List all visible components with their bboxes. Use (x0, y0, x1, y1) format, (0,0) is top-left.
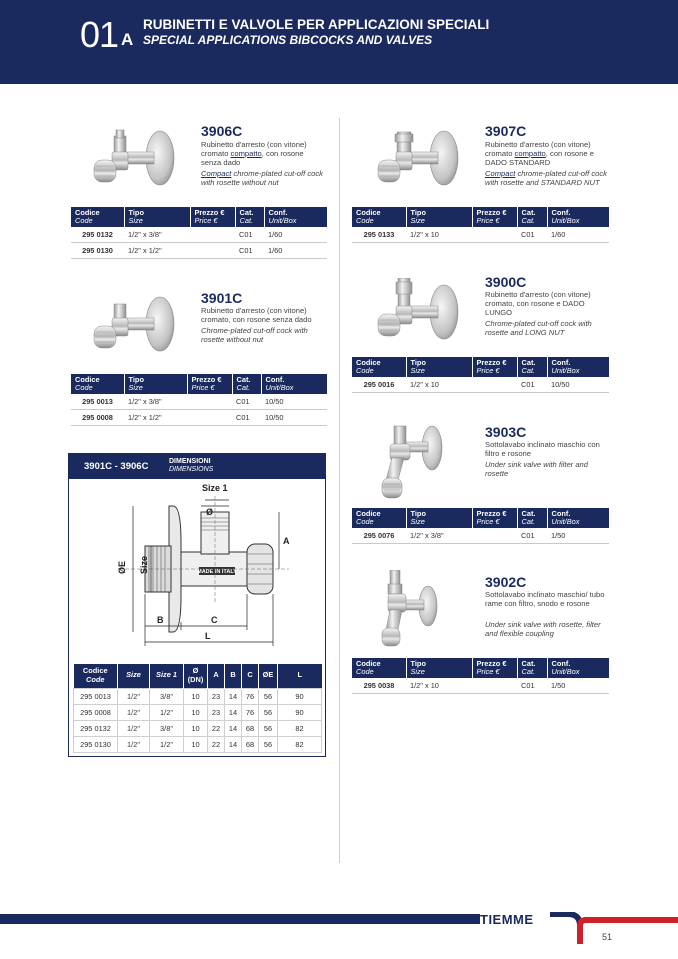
product-desc-it-3907c (485, 140, 609, 167)
col-code: Codice Code (71, 374, 124, 394)
dimensions-title: 3901C - 3906C (84, 461, 149, 472)
desc-text: , con rosone senza dado (201, 149, 304, 167)
col-conf: Conf. Unit/Box (547, 508, 609, 528)
dimensions-box (68, 453, 326, 757)
product-code-3901c: 3901C (201, 290, 243, 306)
product-desc-en-3907c (485, 169, 609, 187)
product-desc-en-3900c: Chrome-plated cut-off cock with rosette and LONG NUT (485, 319, 592, 337)
col-price: Prezzo € Price € (472, 207, 517, 227)
valve-3907c-image (370, 128, 466, 198)
col-conf: Conf. Unit/Box (264, 207, 327, 227)
col-cat: Cat. Cat. (517, 207, 547, 227)
product-code-3906c: 3906C (201, 123, 243, 139)
col-code: Codice Code (74, 664, 118, 688)
label-l: L (205, 631, 211, 641)
desc-highlight: Compact (201, 169, 232, 178)
col-cat: Cat. Cat. (235, 207, 264, 227)
col-e: ØE (259, 664, 278, 688)
col-code: Codice Code (352, 658, 406, 678)
dimensions-table (73, 664, 322, 753)
dimensions-sub-en: DIMENSIONS (169, 466, 214, 473)
valve-3901c-image (86, 294, 182, 364)
col-conf: Conf. Unit/Box (547, 658, 609, 678)
label-c: C (211, 615, 218, 625)
col-conf: Conf. Unit/Box (547, 207, 609, 227)
valve-3900c-image (370, 278, 466, 348)
col-code: Codice Code (352, 357, 406, 377)
col-size: Size (118, 664, 150, 688)
col-size: Tipo Size (406, 658, 472, 678)
product-code-3903c: 3903C (485, 424, 527, 440)
desc-text: Rubinetto d'arresto (con vitone) cromato (485, 140, 591, 158)
product-code-3907c: 3907C (485, 123, 527, 139)
col-size1: Size 1 (150, 664, 184, 688)
col-size: Tipo Size (406, 357, 472, 377)
table-row: 295 0013 1/2" x 3/8" C01 10/50 (71, 394, 327, 410)
col-size: Tipo Size (406, 207, 472, 227)
product-desc-en-3901c: Chrome-plated cut-off cock with rosette without nut (201, 326, 308, 344)
dimensions-header (69, 454, 325, 479)
label-size: Size (139, 555, 149, 574)
col-dn: Ø (DN) (184, 664, 208, 688)
col-cat: Cat. Cat. (517, 508, 547, 528)
valve-3906c-image (86, 128, 182, 198)
desc-text: chrome-plated cut-off cock with rosette and STANDARD NUT (485, 169, 607, 187)
product-desc-it-3900c: Rubinetto d'arresto (con vitone) cromato, con rosone e DADO LUNGO (485, 290, 591, 317)
col-code: Codice Code (71, 207, 124, 227)
col-price: Prezzo € Price € (472, 508, 517, 528)
product-desc-it-3902c: Sottolavabo inclinato maschio/ tubo rame con filtro, snodo e rosone (485, 590, 605, 608)
col-code: Codice Code (352, 508, 406, 528)
label-a: A (283, 536, 290, 546)
col-size: Tipo Size (124, 374, 187, 394)
section-title-en: SPECIAL APPLICATIONS BIBCOCKS AND VALVES (143, 33, 433, 47)
dimensions-sub-it: DIMENSIONI (169, 458, 211, 465)
col-l: L (278, 664, 322, 688)
table-row: 295 0130 1/2" x 1/2" C01 1/60 (71, 243, 327, 259)
col-price: Prezzo € Price € (472, 357, 517, 377)
desc-highlight: compatto (514, 149, 546, 158)
dimensions-drawing (89, 482, 309, 652)
price-table-3907c (352, 207, 609, 243)
section-title-it: RUBINETTI E VALVOLE PER APPLICAZIONI SPECIALI (143, 17, 490, 32)
col-cat: Cat. Cat. (517, 658, 547, 678)
label-size1: Size 1 (202, 483, 228, 493)
col-cat: Cat. Cat. (232, 374, 261, 394)
table-row: 295 0132 1/2" x 3/8" C01 1/60 (71, 227, 327, 243)
price-table-3903c (352, 508, 609, 544)
page-number: 51 (602, 932, 613, 942)
table-row: 295 0016 1/2" x 10 C01 10/50 (352, 377, 609, 393)
product-desc-en-3903c: Under sink valve with filter and rosette (485, 460, 588, 478)
footer-bar (0, 914, 480, 924)
col-size: Tipo Size (124, 207, 190, 227)
table-row: 295 0132 1/2" 3/8" 10 22 14 68 56 82 (74, 720, 322, 736)
desc-text: chrome-plated cut-off cock with rosette without nut (201, 169, 323, 187)
price-table-3906c (71, 207, 327, 259)
col-a: A (208, 664, 225, 688)
section-suffix: A (121, 30, 134, 49)
product-desc-en-3902c: Under sink valve with rosette, filter and flexible coupling (485, 620, 601, 638)
col-conf: Conf. Unit/Box (547, 357, 609, 377)
price-table-3902c (352, 658, 609, 694)
col-price: Prezzo € Price € (187, 374, 232, 394)
label-b: B (157, 615, 164, 625)
col-b: B (225, 664, 242, 688)
product-desc-en-3906c (201, 169, 323, 187)
product-code-3900c: 3900C (485, 274, 527, 290)
price-table-3900c (352, 357, 609, 393)
valve-3903c-image (374, 424, 450, 504)
brand-logo: TIEMME (480, 912, 534, 927)
table-row: 295 0013 1/2" 3/8" 10 23 14 76 56 90 (74, 688, 322, 704)
table-row: 295 0008 1/2" x 1/2" C01 10/50 (71, 410, 327, 426)
desc-highlight: compatto (230, 149, 262, 158)
table-row: 295 0130 1/2" 1/2" 10 22 14 68 56 82 (74, 736, 322, 752)
label-phi: Ø (206, 507, 214, 517)
price-table-3901c (71, 374, 327, 426)
product-desc-it-3903c: Sottolavabo inclinato maschio con filtro e rosone (485, 440, 600, 458)
desc-text: Rubinetto d'arresto (con vitone) cromato (201, 140, 307, 158)
label-phi-e: ØE (117, 560, 127, 574)
col-c: C (242, 664, 259, 688)
valve-3902c-image (376, 570, 446, 652)
desc-highlight: Compact (485, 169, 516, 178)
made-in-italy-stamp: MADE IN ITALY (197, 569, 237, 575)
table-row: 295 0038 1/2" x 10 C01 1/50 (352, 678, 609, 694)
product-code-3902c: 3902C (485, 574, 527, 590)
page-header (0, 0, 678, 84)
product-desc-it-3901c: Rubinetto d'arresto (con vitone) cromato, con rosone senza dado (201, 306, 312, 324)
col-size: Tipo Size (406, 508, 472, 528)
col-code: Codice Code (352, 207, 406, 227)
col-conf: Conf. Unit/Box (261, 374, 327, 394)
table-row: 295 0133 1/2" x 10 C01 1/60 (352, 227, 609, 243)
col-price: Prezzo € Price € (190, 207, 235, 227)
desc-text: , con rosone e DADO STANDARD (485, 149, 594, 167)
col-cat: Cat. Cat. (517, 357, 547, 377)
column-divider (339, 118, 340, 863)
col-price: Prezzo € Price € (472, 658, 517, 678)
table-row: 295 0076 1/2" x 3/8" C01 1/50 (352, 528, 609, 544)
table-row: 295 0008 1/2" 1/2" 10 23 14 76 56 90 (74, 704, 322, 720)
product-desc-it-3906c (201, 140, 323, 167)
section-number: 01 (80, 14, 119, 55)
footer-pipe-graphic (550, 912, 678, 948)
